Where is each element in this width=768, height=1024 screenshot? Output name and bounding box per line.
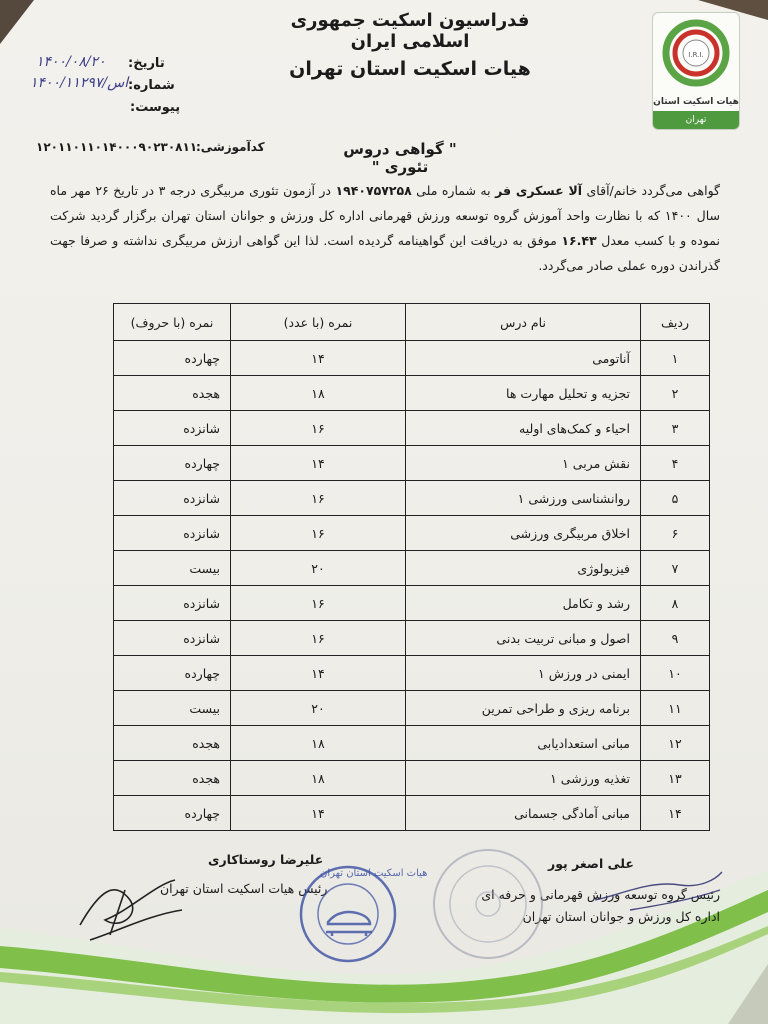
certificate-body: [50, 178, 720, 278]
table-row: [114, 796, 710, 831]
score-number: ۲۰: [231, 551, 406, 586]
left-signatory-role: رئیس هیات اسکیت استان تهران: [160, 881, 328, 896]
column-header-score-number: نمره (با عدد): [231, 304, 406, 341]
table-row: [114, 376, 710, 411]
right-role-line: اداره کل ورزش و جوانان استان تهران: [522, 909, 720, 924]
date-value: ۱۴۰۰/۰۸/۲۰: [36, 54, 106, 70]
table-row: [114, 341, 710, 376]
score-words: هجده: [114, 376, 231, 411]
row-number: ۹: [641, 621, 710, 656]
board-title: هیات اسکیت استان تهران: [289, 58, 531, 80]
logo-name: هیات اسکیت استان: [653, 97, 739, 107]
score-number: ۱۶: [231, 516, 406, 551]
course-name: آناتومی: [406, 341, 641, 376]
column-header-course: نام درس: [406, 304, 641, 341]
course-name: نقش مربی ۱: [406, 446, 641, 481]
score-words: چهارده: [114, 656, 231, 691]
right-role-line: رئیس گروه توسعه ورزش قهرمانی و حرفه ای: [481, 887, 720, 902]
course-name: فیزیولوژی: [406, 551, 641, 586]
course-name: مبانی استعدادیابی: [406, 726, 641, 761]
score-number: ۱۴: [231, 341, 406, 376]
score-words: شانزده: [114, 621, 231, 656]
score-number: ۱۸: [231, 761, 406, 796]
course-name: تغذیه ورزشی ۱: [406, 761, 641, 796]
row-number: ۱۰: [641, 656, 710, 691]
course-name: روانشناسی ورزشی ۱: [406, 481, 641, 516]
training-code-value: ۱۲۰۱۱۰۱۱۰۱۴۰۰۰۹۰۲۳۰۸۱۱: [36, 140, 198, 154]
average-score: ۱۶.۴۳: [561, 233, 597, 248]
table-row: [114, 551, 710, 586]
skate-logo-icon: [653, 13, 739, 97]
federation-title: فدراسیون اسکیت جمهوری اسلامی ایران: [290, 10, 530, 52]
score-number: ۱۶: [231, 411, 406, 446]
score-words: شانزده: [114, 516, 231, 551]
score-words: شانزده: [114, 411, 231, 446]
number-label: شماره:: [128, 78, 175, 93]
score-words: بیست: [114, 691, 231, 726]
table-header-row: [114, 304, 710, 341]
score-words: شانزده: [114, 481, 231, 516]
row-number: ۱: [641, 341, 710, 376]
body-text-part: در آزمون تئوری مربیگری درجه ۳ در تاریخ ۲۶ مهر ماه سال ۱۴۰۰ که با نظارت واحد آموزش گروه توسعه ورزش قهرمانی اداره کل ورزش و جوانان استان تهران برگزار گردید شرکت نموده و با کسب معدل: [50, 183, 721, 248]
column-header-score-words: نمره (با حروف): [114, 304, 231, 341]
score-words: هجده: [114, 726, 231, 761]
left-signatory-name: علیرضا روستاکاری: [208, 852, 324, 867]
number-value: ۱۴۰۰/۱۱۲۹۷/اس: [30, 75, 129, 91]
table-row: [114, 691, 710, 726]
score-words: بیست: [114, 551, 231, 586]
score-words: چهارده: [114, 446, 231, 481]
score-words: شانزده: [114, 586, 231, 621]
right-signatory-name: علی اصغر پور: [548, 856, 634, 871]
course-name: مبانی آمادگی جسمانی: [406, 796, 641, 831]
attachment-label: پیوست:: [130, 100, 181, 115]
course-name: ایمنی در ورزش ۱: [406, 656, 641, 691]
table-row: [114, 586, 710, 621]
person-name: آلا عسکری فر: [495, 183, 583, 198]
score-number: ۱۶: [231, 621, 406, 656]
score-number: ۲۰: [231, 691, 406, 726]
body-text-part: گواهی می‌گردد خانم/آقای: [582, 183, 720, 198]
row-number: ۱۳: [641, 761, 710, 796]
table-row: [114, 621, 710, 656]
handwritten-signature: [590, 860, 730, 930]
row-number: ۷: [641, 551, 710, 586]
course-name: برنامه ریزی و طراحی تمرین: [406, 691, 641, 726]
score-words: چهارده: [114, 341, 231, 376]
score-words: چهارده: [114, 796, 231, 831]
table-row: [114, 656, 710, 691]
table-row: [114, 761, 710, 796]
column-header-row-number: ردیف: [641, 304, 710, 341]
svg-text:I.R.I.: I.R.I.: [688, 51, 704, 59]
body-text-part: به شماره ملی: [411, 183, 496, 198]
row-number: ۵: [641, 481, 710, 516]
row-number: ۴: [641, 446, 710, 481]
score-number: ۱۸: [231, 376, 406, 411]
row-number: ۱۴: [641, 796, 710, 831]
handwritten-signature: [70, 870, 190, 950]
course-name: احیاء و کمک‌های اولیه: [406, 411, 641, 446]
table-row: [114, 516, 710, 551]
row-number: ۶: [641, 516, 710, 551]
score-number: ۱۴: [231, 446, 406, 481]
training-code-label: کدآموزشی:: [196, 140, 265, 154]
score-number: ۱۶: [231, 586, 406, 621]
score-words: هجده: [114, 761, 231, 796]
score-number: ۱۴: [231, 656, 406, 691]
course-name: اخلاق مربیگری ورزشی: [406, 516, 641, 551]
background-corner: [0, 0, 34, 44]
office-stamp: [430, 846, 546, 962]
row-number: ۱۱: [641, 691, 710, 726]
grades-table: [113, 303, 710, 831]
table-row: [114, 446, 710, 481]
national-id: ۱۹۴۰۷۵۷۲۵۸: [335, 183, 412, 198]
score-number: ۱۴: [231, 796, 406, 831]
body-text-part: موفق به دریافت این گواهینامه گردیده است. لذا این گواهی ارزش مربیگری نداشته و صرفا جهت گذراندن دوره عملی صادر می‌گردد.: [50, 233, 720, 273]
table-row: [114, 411, 710, 446]
table-row: [114, 481, 710, 516]
row-number: ۸: [641, 586, 710, 621]
row-number: ۳: [641, 411, 710, 446]
table-row: [114, 726, 710, 761]
logo-city: تهران: [653, 111, 739, 129]
row-number: ۲: [641, 376, 710, 411]
row-number: ۱۲: [641, 726, 710, 761]
course-name: اصول و مبانی تربیت بدنی: [406, 621, 641, 656]
stamp-text: هیات اسکیت استان تهران: [320, 868, 428, 879]
course-name: رشد و تکامل: [406, 586, 641, 621]
course-name: تجزیه و تحلیل مهارت ها: [406, 376, 641, 411]
score-number: ۱۶: [231, 481, 406, 516]
date-label: تاریخ:: [128, 56, 165, 71]
board-logo: [652, 12, 740, 130]
score-number: ۱۸: [231, 726, 406, 761]
certificate-title: " گواهی دروس تئوری ": [343, 140, 457, 176]
